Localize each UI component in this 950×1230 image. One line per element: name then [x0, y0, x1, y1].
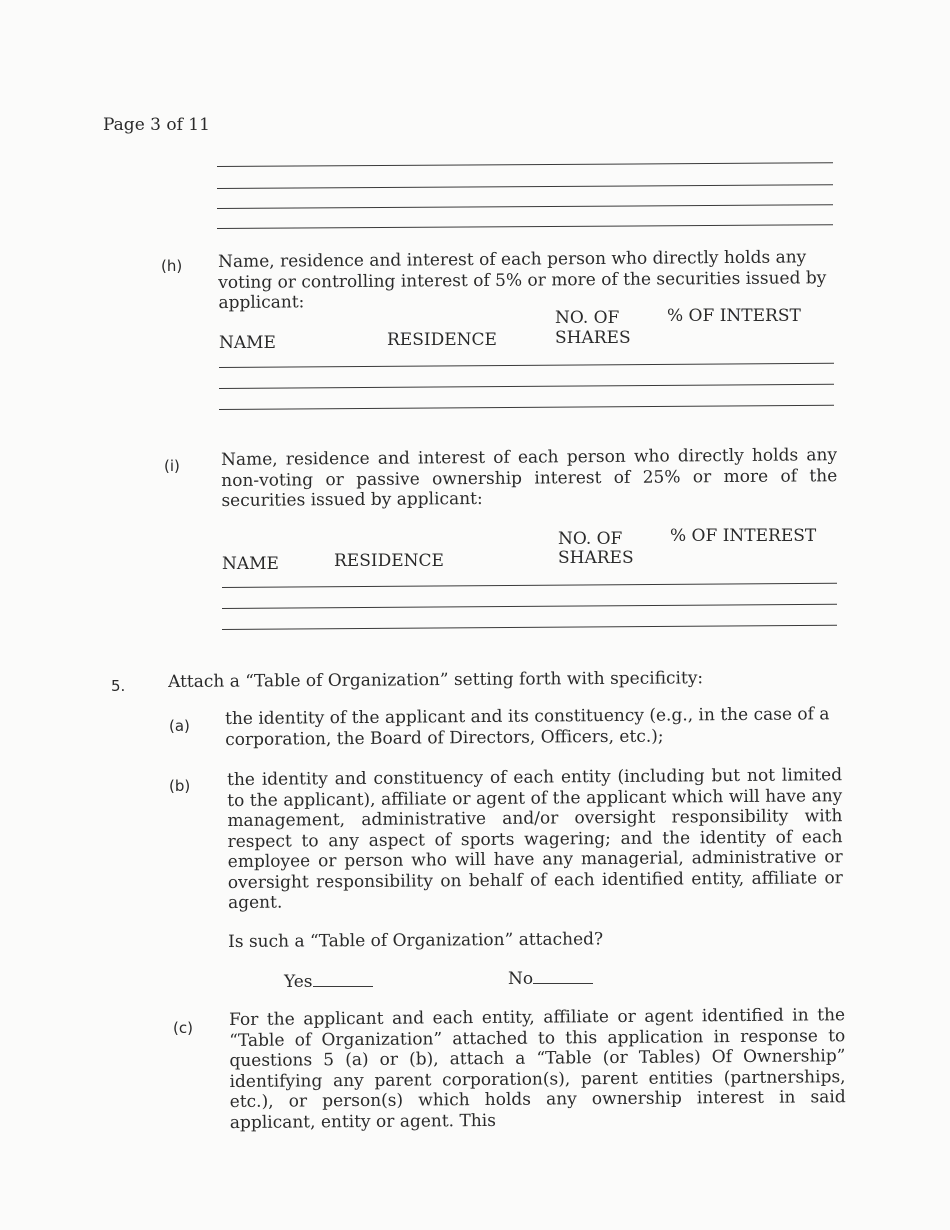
- h-col-shares-line2: SHARES: [555, 328, 631, 348]
- yes-option[interactable]: [284, 972, 373, 993]
- section-h-text: Name, residence and interest of each person who directly holds any voting or controlling interest of 5% or more of the securities issued by applicant:: [218, 247, 827, 313]
- i-col-shares-line2: SHARES: [558, 548, 634, 568]
- answer-line: [217, 224, 833, 229]
- item-5b-marker: (b): [169, 777, 191, 795]
- h-col-interest: % OF INTERST: [667, 306, 801, 326]
- h-col-residence: RESIDENCE: [387, 330, 497, 350]
- section-i-text: Name, residence and interest of each person who directly holds any non-voting or passive ownership interest of 25% or more of the securities issued by applicant:: [221, 445, 838, 511]
- section-h-marker: (h): [161, 257, 183, 275]
- page-number: Page 3 of 11: [103, 115, 210, 135]
- table-row-line: [219, 405, 834, 410]
- item-5a-text: the identity of the applicant and its constituency (e.g., in the case of a corporation, the Board of Directors, Officers, etc.);: [225, 704, 830, 750]
- table-row-line: [222, 625, 837, 630]
- table-row-line: [219, 384, 834, 389]
- toc-question: Is such a “Table of Organization” attached?: [228, 929, 604, 952]
- answer-line: [217, 162, 833, 167]
- yes-blank[interactable]: [313, 972, 373, 987]
- no-label: No: [508, 969, 534, 989]
- no-option[interactable]: [508, 969, 593, 990]
- i-col-interest: % OF INTEREST: [670, 526, 817, 546]
- answer-line: [217, 184, 833, 189]
- h-col-name: NAME: [219, 333, 276, 353]
- no-blank[interactable]: [533, 969, 593, 984]
- table-row-line: [219, 363, 834, 368]
- table-row-line: [222, 583, 837, 588]
- answer-line: [217, 204, 833, 209]
- section-i-marker: (i): [164, 457, 180, 475]
- i-col-residence: RESIDENCE: [334, 551, 444, 571]
- i-col-name: NAME: [222, 554, 279, 574]
- yes-label: Yes: [284, 972, 313, 992]
- item-5c-text: For the applicant and each entity, affiliate or agent identified in the “Table of Organization” attached to this application in response to questions 5 (a) or (b), attach a “Table (or Tables) Of Ownership” identifying any parent corporation(s), parent entities (partnerships, etc.), or person(s) which holds any ownership interest in said applicant, entity or agent. This: [229, 1005, 846, 1133]
- item-5c-marker: (c): [173, 1019, 193, 1037]
- item-5-intro: Attach a “Table of Organization” setting forth with specificity:: [168, 668, 704, 692]
- i-col-shares-line1: NO. OF: [558, 529, 623, 549]
- item-5-number: 5.: [111, 677, 126, 695]
- h-col-shares-line1: NO. OF: [555, 308, 620, 328]
- table-row-line: [222, 604, 837, 609]
- item-5b-text: the identity and constituency of each entity (including but not limited to the applicant), affiliate or agent of the applicant which will have any management, administrative and/or oversight responsibility with respect to any aspect of sports wagering; and the identity of each employee or person who will have any managerial, administrative or oversight responsibility on behalf of each identified entity, affiliate or agent.: [227, 765, 843, 913]
- item-5a-marker: (a): [169, 717, 190, 735]
